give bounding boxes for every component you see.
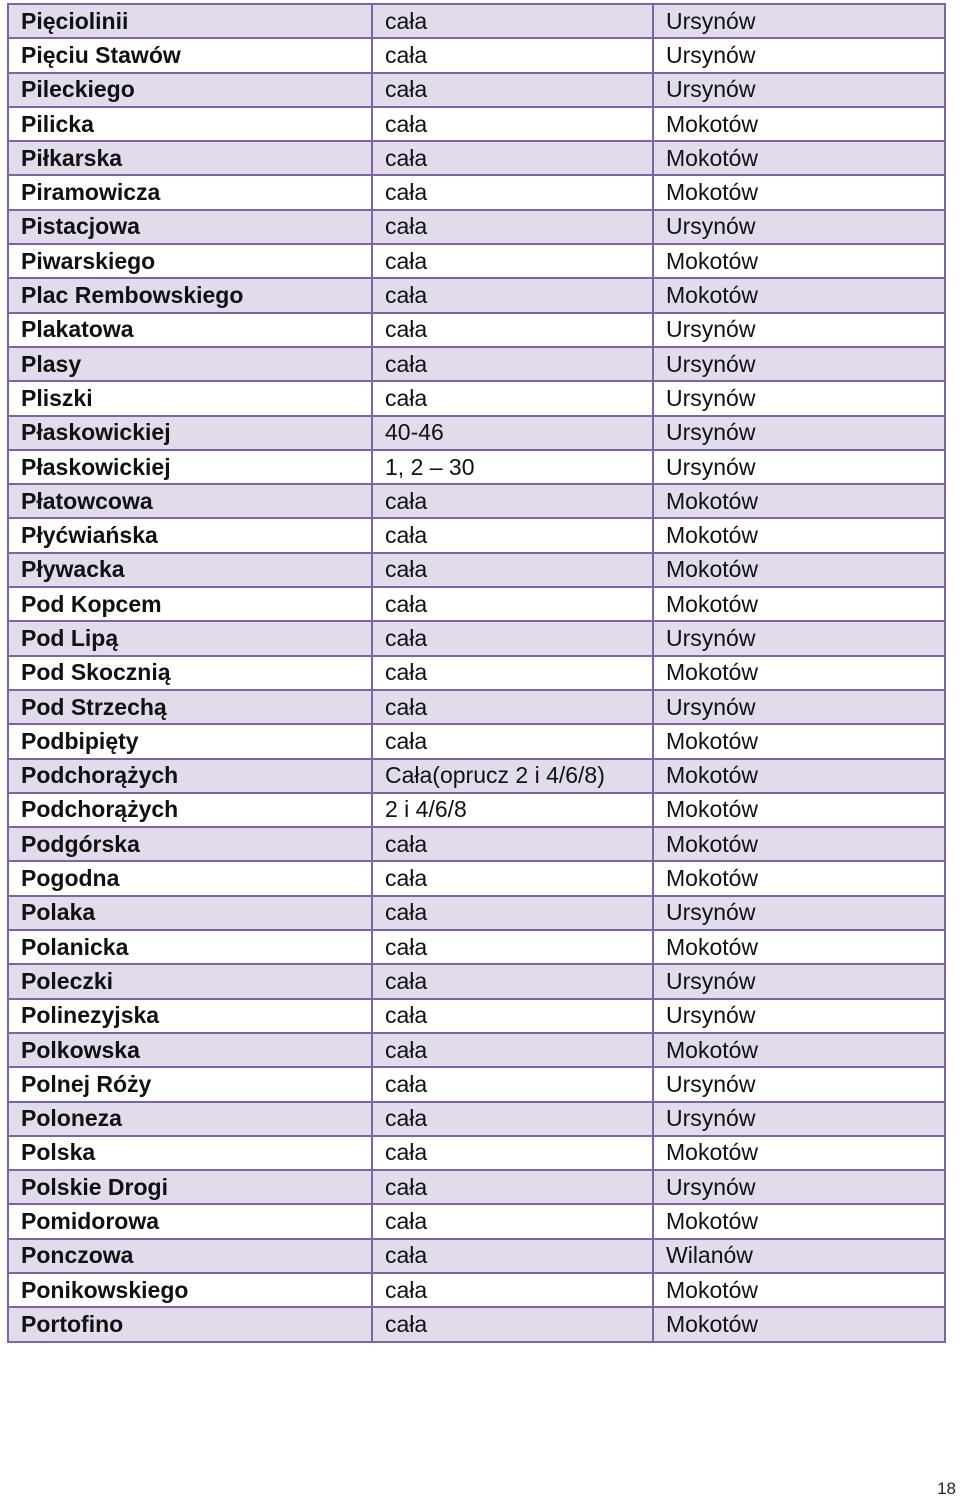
table-row	[8, 1136, 945, 1170]
street-name-cell: Poleczki	[8, 964, 372, 998]
district-cell: Ursynów	[653, 313, 945, 347]
table-row	[8, 759, 945, 793]
table-row	[8, 793, 945, 827]
page-number: 18	[937, 1479, 956, 1498]
district-cell: Mokotów	[653, 861, 945, 895]
district-cell: Ursynów	[653, 999, 945, 1033]
district-cell: Mokotów	[653, 1136, 945, 1170]
district-cell: Ursynów	[653, 1170, 945, 1204]
range-cell: cała	[372, 999, 653, 1033]
table-row	[8, 690, 945, 724]
district-cell: Ursynów	[653, 896, 945, 930]
range-cell: 2 i 4/6/8	[372, 793, 653, 827]
range-cell: cała	[372, 175, 653, 209]
range-cell: 40-46	[372, 416, 653, 450]
range-cell: cała	[372, 381, 653, 415]
street-name-cell: Pod Skocznią	[8, 656, 372, 690]
table-row	[8, 896, 945, 930]
district-cell: Ursynów	[653, 38, 945, 72]
street-name-cell: Pięciolinii	[8, 4, 372, 38]
district-cell: Ursynów	[653, 964, 945, 998]
district-cell: Ursynów	[653, 621, 945, 655]
district-cell: Wilanów	[653, 1239, 945, 1273]
table-row	[8, 107, 945, 141]
range-cell: cała	[372, 1067, 653, 1101]
table-row	[8, 416, 945, 450]
range-cell: cała	[372, 518, 653, 552]
district-cell: Mokotów	[653, 553, 945, 587]
district-cell: Mokotów	[653, 1204, 945, 1238]
range-cell: cała	[372, 587, 653, 621]
range-cell: cała	[372, 896, 653, 930]
table-row	[8, 1170, 945, 1204]
district-cell: Ursynów	[653, 690, 945, 724]
street-name-cell: Piramowicza	[8, 175, 372, 209]
street-name-cell: Pod Kopcem	[8, 587, 372, 621]
district-cell: Ursynów	[653, 4, 945, 38]
table-row	[8, 930, 945, 964]
table-row	[8, 1033, 945, 1067]
street-name-cell: Pod Lipą	[8, 621, 372, 655]
street-name-cell: Płyćwiańska	[8, 518, 372, 552]
street-name-cell: Pod Strzechą	[8, 690, 372, 724]
district-cell: Mokotów	[653, 1273, 945, 1307]
district-cell: Ursynów	[653, 416, 945, 450]
street-name-cell: Pięciu Stawów	[8, 38, 372, 72]
range-cell: cała	[372, 964, 653, 998]
district-cell: Mokotów	[653, 587, 945, 621]
district-cell: Mokotów	[653, 278, 945, 312]
district-cell: Mokotów	[653, 518, 945, 552]
range-cell: cała	[372, 210, 653, 244]
range-cell: cała	[372, 347, 653, 381]
district-cell: Mokotów	[653, 930, 945, 964]
table-row	[8, 724, 945, 758]
table-row	[8, 175, 945, 209]
street-name-cell: Polskie Drogi	[8, 1170, 372, 1204]
street-name-cell: Ponikowskiego	[8, 1273, 372, 1307]
street-name-cell: Polanicka	[8, 930, 372, 964]
street-table-body	[8, 4, 945, 1342]
district-cell: Mokotów	[653, 656, 945, 690]
range-cell: cała	[372, 38, 653, 72]
table-row	[8, 484, 945, 518]
range-cell: Cała(oprucz 2 i 4/6/8)	[372, 759, 653, 793]
street-name-cell: Portofino	[8, 1307, 372, 1341]
table-row	[8, 73, 945, 107]
street-name-cell: Plakatowa	[8, 313, 372, 347]
street-name-cell: Podbipięty	[8, 724, 372, 758]
street-name-cell: Polaka	[8, 896, 372, 930]
street-name-cell: Pilicka	[8, 107, 372, 141]
range-cell: cała	[372, 1204, 653, 1238]
street-name-cell: Plac Rembowskiego	[8, 278, 372, 312]
district-cell: Ursynów	[653, 450, 945, 484]
table-row	[8, 1067, 945, 1101]
street-name-cell: Podchorążych	[8, 793, 372, 827]
street-name-cell: Płaskowickiej	[8, 416, 372, 450]
street-name-cell: Pomidorowa	[8, 1204, 372, 1238]
street-name-cell: Polkowska	[8, 1033, 372, 1067]
range-cell: cała	[372, 930, 653, 964]
range-cell: cała	[372, 73, 653, 107]
table-row	[8, 964, 945, 998]
range-cell: cała	[372, 861, 653, 895]
range-cell: cała	[372, 1307, 653, 1341]
district-cell: Mokotów	[653, 175, 945, 209]
street-name-cell: Plasy	[8, 347, 372, 381]
range-cell: cała	[372, 107, 653, 141]
range-cell: cała	[372, 1136, 653, 1170]
table-row	[8, 999, 945, 1033]
district-cell: Ursynów	[653, 1102, 945, 1136]
street-name-cell: Polinezyjska	[8, 999, 372, 1033]
table-row	[8, 244, 945, 278]
range-cell: cała	[372, 827, 653, 861]
district-cell: Mokotów	[653, 1033, 945, 1067]
range-cell: cała	[372, 1273, 653, 1307]
table-row	[8, 1204, 945, 1238]
table-row	[8, 518, 945, 552]
district-cell: Mokotów	[653, 759, 945, 793]
range-cell: cała	[372, 278, 653, 312]
street-name-cell: Pileckiego	[8, 73, 372, 107]
table-row	[8, 313, 945, 347]
table-row	[8, 450, 945, 484]
table-row	[8, 278, 945, 312]
table-row	[8, 656, 945, 690]
street-name-cell: Pliszki	[8, 381, 372, 415]
district-cell: Mokotów	[653, 484, 945, 518]
table-row	[8, 381, 945, 415]
table-row	[8, 621, 945, 655]
range-cell: cała	[372, 690, 653, 724]
district-cell: Ursynów	[653, 347, 945, 381]
district-cell: Mokotów	[653, 107, 945, 141]
table-row	[8, 587, 945, 621]
table-row	[8, 141, 945, 175]
street-name-cell: Pogodna	[8, 861, 372, 895]
district-cell: Ursynów	[653, 210, 945, 244]
range-cell: cała	[372, 1102, 653, 1136]
district-cell: Ursynów	[653, 381, 945, 415]
street-name-cell: Piwarskiego	[8, 244, 372, 278]
table-row	[8, 861, 945, 895]
table-row	[8, 1307, 945, 1341]
table-row	[8, 38, 945, 72]
table-row	[8, 347, 945, 381]
district-cell: Mokotów	[653, 793, 945, 827]
district-cell: Mokotów	[653, 827, 945, 861]
range-cell: cała	[372, 244, 653, 278]
street-name-cell: Polnej Róży	[8, 1067, 372, 1101]
district-cell: Ursynów	[653, 73, 945, 107]
street-name-cell: Piłkarska	[8, 141, 372, 175]
range-cell: 1, 2 – 30	[372, 450, 653, 484]
street-name-cell: Pistacjowa	[8, 210, 372, 244]
street-name-cell: Podchorążych	[8, 759, 372, 793]
range-cell: cała	[372, 724, 653, 758]
range-cell: cała	[372, 141, 653, 175]
table-row	[8, 4, 945, 38]
street-name-cell: Płaskowickiej	[8, 450, 372, 484]
range-cell: cała	[372, 621, 653, 655]
range-cell: cała	[372, 4, 653, 38]
range-cell: cała	[372, 1033, 653, 1067]
district-cell: Mokotów	[653, 141, 945, 175]
street-table	[7, 3, 946, 1343]
range-cell: cała	[372, 484, 653, 518]
table-row	[8, 210, 945, 244]
district-cell: Mokotów	[653, 1307, 945, 1341]
street-name-cell: Polska	[8, 1136, 372, 1170]
range-cell: cała	[372, 1170, 653, 1204]
street-name-cell: Poloneza	[8, 1102, 372, 1136]
street-name-cell: Podgórska	[8, 827, 372, 861]
range-cell: cała	[372, 656, 653, 690]
table-row	[8, 1102, 945, 1136]
table-row	[8, 553, 945, 587]
range-cell: cała	[372, 313, 653, 347]
table-row	[8, 827, 945, 861]
range-cell: cała	[372, 553, 653, 587]
street-name-cell: Ponczowa	[8, 1239, 372, 1273]
street-name-cell: Pływacka	[8, 553, 372, 587]
district-cell: Mokotów	[653, 724, 945, 758]
street-name-cell: Płatowcowa	[8, 484, 372, 518]
table-row	[8, 1239, 945, 1273]
table-row	[8, 1273, 945, 1307]
district-cell: Mokotów	[653, 244, 945, 278]
district-cell: Ursynów	[653, 1067, 945, 1101]
range-cell: cała	[372, 1239, 653, 1273]
